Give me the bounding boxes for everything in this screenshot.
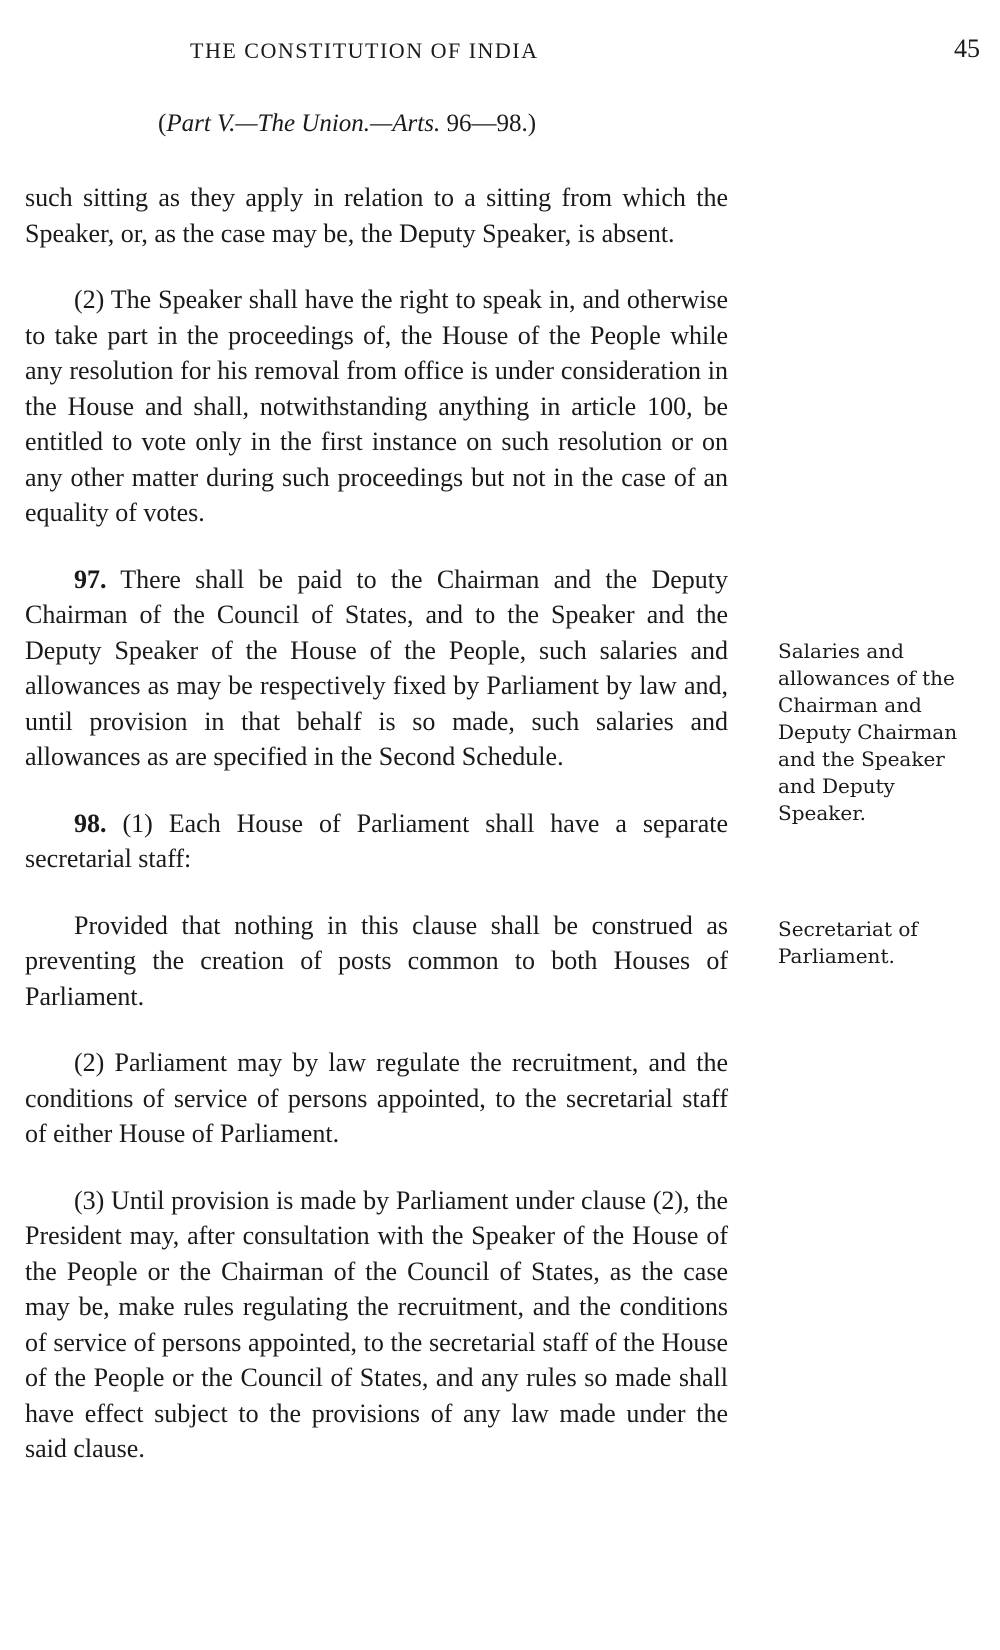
running-head: THE CONSTITUTION OF INDIA	[190, 38, 539, 63]
paragraph-art98-clause3: (3) Until provision is made by Parliament under clause (2), the President may, after consultation with the Speaker of the House of the People or the Chairman of the Council of States, as the case may be, make rules regulating the recruitment, and the conditions of service of persons appointed, to the secretarial staff of the House of the People or the Council of States, and any rules so made shall have effect subject to the provisions of any law made under the said clause.	[25, 1185, 728, 1463]
body-text	[25, 180, 728, 1498]
paragraph-art96-clause2: (2) The Speaker shall have the right to speak in, and otherwise to take part in the proceedings of, the House of the People while any resolution for his removal from office is under consideration in the House and shall, notwithstanding anything in article 100, be entitled to vote only in the first instance on such resolution or on any other matter during such proceedings but not in the case of an equality of votes.	[25, 285, 728, 527]
part-heading-italic: Part V.—The Union.—Arts.	[166, 110, 441, 137]
paragraph-art97	[25, 562, 728, 775]
article-97-text: There shall be paid to the Chairman and the Deputy Chairman of the Council of States, and to the Speaker and the Deputy Speaker of the House of the People, such salaries and allowances as may be respectively fixed by Parliament by law and, until provision in that behalf is so made, such salaries and allowances as are specified in the Second Schedule.	[25, 564, 728, 771]
article-number-98: 98.	[74, 808, 107, 838]
page-number: 45	[954, 34, 980, 63]
paragraph-continuation: such sitting as they apply in relation to a sitting from which the Speaker, or, as the case may be, the Deputy Speaker, is absent.	[25, 183, 728, 248]
paragraph-art98-proviso: Provided that nothing in this clause shall be construed as preventing the creation of posts common to both Houses of Parliament.	[25, 910, 728, 1011]
article-98-text: (1) Each House of Parliament shall have a separate secretarial staff:	[25, 808, 728, 873]
paragraph-art98-clause2: (2) Parliament may by law regulate the recruitment, and the conditions of service of persons appointed, to the secretarial staff of either House of Parliament.	[25, 1048, 728, 1148]
paragraph-art98-clause1	[25, 806, 728, 877]
part-heading	[158, 110, 536, 138]
part-heading-articles: 96—98.)	[440, 110, 537, 137]
side-note-art97: Salaries and allowances of the Chairman and Deputy Chairman and the Speaker and Deputy Speaker.	[778, 639, 958, 825]
article-number-97: 97.	[74, 564, 107, 594]
side-note-art98: Secretariat of Parliament.	[778, 917, 918, 968]
part-heading-open: (	[158, 110, 167, 137]
